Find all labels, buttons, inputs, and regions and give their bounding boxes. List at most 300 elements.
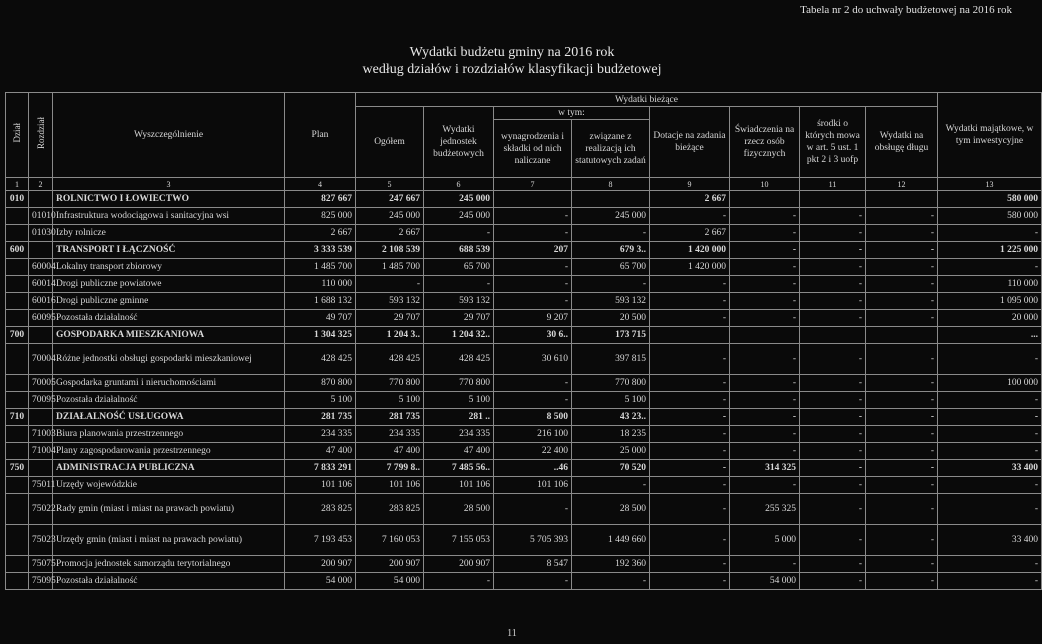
cell-amount: 101 106 [356,477,424,494]
cell-description: Rady gmin (miast i miast na prawach powiatu) [53,494,285,525]
cell-rozdzial: 70005 [29,375,53,392]
cell-amount: - [866,392,938,409]
cell-amount: 7 160 053 [356,525,424,556]
cell-amount [866,191,938,208]
cell-amount: - [938,409,1042,426]
cell-description: Gospodarka gruntami i nieruchomościami [53,375,285,392]
cell-amount: 47 400 [285,443,356,460]
cell-amount: - [800,293,866,310]
cell-amount: 1 204 32.. [424,327,494,344]
cell-amount: 3 333 539 [285,242,356,259]
cell-dzial: 010 [6,191,29,208]
cell-amount: - [800,344,866,375]
header-ogolem: Ogółem [356,107,424,178]
cell-amount: - [650,460,730,477]
cell-amount: 234 335 [424,426,494,443]
column-number: 9 [650,178,730,191]
table-row [6,259,1042,276]
cell-amount: - [650,293,730,310]
cell-amount: 47 400 [356,443,424,460]
cell-dzial [6,344,29,375]
column-number-row [6,178,1042,191]
cell-amount: - [866,375,938,392]
header-dzial: Dział [6,93,29,178]
column-number: 7 [494,178,572,191]
section-row [6,409,1042,426]
cell-description: Promocja jednostek samorządu terytorialnego [53,556,285,573]
cell-description: Drogi publiczne gminne [53,293,285,310]
column-number: 8 [572,178,650,191]
cell-amount: - [494,259,572,276]
cell-dzial: 600 [6,242,29,259]
cell-amount: - [866,525,938,556]
cell-amount: - [938,426,1042,443]
cell-description: Różne jednostki obsługi gospodarki mieszkaniowej [53,344,285,375]
cell-amount: - [650,409,730,426]
cell-amount: - [800,556,866,573]
cell-amount: - [730,293,800,310]
table-row [6,310,1042,327]
cell-rozdzial: 60095 [29,310,53,327]
cell-amount: 1 204 3.. [356,327,424,344]
cell-amount: - [494,293,572,310]
cell-rozdzial: 70004 [29,344,53,375]
cell-amount: - [494,573,572,590]
column-number: 13 [938,178,1042,191]
cell-amount: - [572,573,650,590]
cell-amount: 281 .. [424,409,494,426]
cell-rozdzial: 75022 [29,494,53,525]
cell-amount: - [650,525,730,556]
cell-amount: - [650,494,730,525]
cell-amount: 1 420 000 [650,259,730,276]
cell-amount [730,327,800,344]
cell-amount: 397 815 [572,344,650,375]
cell-amount: 49 707 [285,310,356,327]
cell-amount: 2 667 [650,191,730,208]
cell-amount: 29 707 [356,310,424,327]
cell-amount: 1 095 000 [938,293,1042,310]
cell-amount: - [938,225,1042,242]
cell-description: Pozostała działalność [53,573,285,590]
cell-amount: 245 000 [356,208,424,225]
cell-amount: - [494,494,572,525]
cell-amount: 43 23.. [572,409,650,426]
cell-dzial: 700 [6,327,29,344]
cell-description: ADMINISTRACJA PUBLICZNA [53,460,285,477]
cell-amount: - [730,276,800,293]
cell-rozdzial: 70095 [29,392,53,409]
cell-amount: - [730,344,800,375]
cell-amount: - [494,225,572,242]
cell-dzial [6,477,29,494]
cell-amount: - [938,259,1042,276]
cell-amount: - [650,477,730,494]
cell-description: DZIAŁALNOŚĆ USŁUGOWA [53,409,285,426]
cell-amount: - [730,225,800,242]
cell-description: GOSPODARKA MIESZKANIOWA [53,327,285,344]
table-row [6,392,1042,409]
cell-description: Drogi publiczne powiatowe [53,276,285,293]
table-row [6,556,1042,573]
table-row [6,573,1042,590]
cell-amount: - [800,310,866,327]
header-wynagrodzenia: wynagrodzenia i składki od nich naliczane [494,120,572,178]
cell-description: Biura planowania przestrzennego [53,426,285,443]
cell-amount: 827 667 [285,191,356,208]
cell-amount: 33 400 [938,460,1042,477]
cell-amount: - [800,494,866,525]
cell-amount: 234 335 [285,426,356,443]
cell-amount: - [730,310,800,327]
cell-dzial [6,208,29,225]
cell-rozdzial: 60014 [29,276,53,293]
cell-amount: 688 539 [424,242,494,259]
cell-amount: - [424,276,494,293]
cell-amount: 2 108 539 [356,242,424,259]
cell-amount: 54 000 [730,573,800,590]
cell-amount: 65 700 [572,259,650,276]
cell-amount: - [938,573,1042,590]
cell-amount: - [866,242,938,259]
cell-amount: - [730,259,800,276]
cell-amount: 1 420 000 [650,242,730,259]
cell-amount: - [494,375,572,392]
table-row [6,443,1042,460]
table-row [6,426,1042,443]
cell-amount: - [650,443,730,460]
cell-amount [572,191,650,208]
cell-amount: - [866,426,938,443]
cell-amount: - [800,426,866,443]
cell-amount: - [730,556,800,573]
cell-dzial [6,556,29,573]
cell-amount: 2 667 [650,225,730,242]
cell-amount: - [650,556,730,573]
cell-amount: - [572,225,650,242]
cell-amount: - [866,556,938,573]
cell-amount: - [866,208,938,225]
cell-amount: 101 106 [424,477,494,494]
cell-amount: 192 360 [572,556,650,573]
cell-amount: 1 688 132 [285,293,356,310]
cell-amount: 216 100 [494,426,572,443]
cell-dzial: 710 [6,409,29,426]
cell-amount: 281 735 [285,409,356,426]
cell-amount: 28 500 [572,494,650,525]
cell-amount: - [650,208,730,225]
cell-amount: 173 715 [572,327,650,344]
table-row [6,375,1042,392]
cell-amount: 5 100 [285,392,356,409]
cell-dzial: 750 [6,460,29,477]
cell-amount: - [866,293,938,310]
cell-amount: - [650,310,730,327]
cell-amount: 1 304 325 [285,327,356,344]
cell-amount: 247 667 [356,191,424,208]
cell-amount [730,191,800,208]
cell-amount: - [572,276,650,293]
cell-amount: 770 800 [572,375,650,392]
cell-rozdzial: 71003 [29,426,53,443]
cell-amount: - [866,310,938,327]
cell-amount [494,191,572,208]
cell-amount: - [800,242,866,259]
title-line-1: Wydatki budżetu gminy na 2016 rok [409,45,615,60]
cell-amount: - [730,242,800,259]
cell-amount: - [494,276,572,293]
cell-amount: - [730,392,800,409]
cell-amount: - [424,573,494,590]
table-row [6,344,1042,375]
cell-amount: 234 335 [356,426,424,443]
cell-amount [866,327,938,344]
cell-description: Pozostała działalność [53,392,285,409]
column-number: 11 [800,178,866,191]
cell-amount: - [650,276,730,293]
cell-amount: - [800,477,866,494]
cell-amount: 1 449 660 [572,525,650,556]
cell-amount: 28 500 [424,494,494,525]
section-row [6,191,1042,208]
column-number: 2 [29,178,53,191]
cell-amount: 7 193 453 [285,525,356,556]
cell-amount: 29 707 [424,310,494,327]
cell-amount: - [650,426,730,443]
cell-description: TRANSPORT I ŁĄCZNOŚĆ [53,242,285,259]
cell-amount: 1 485 700 [285,259,356,276]
header-obsluga-dlugu: Wydatki na obsługę długu [866,107,938,178]
cell-amount: 9 207 [494,310,572,327]
cell-description: ROLNICTWO I ŁOWIECTWO [53,191,285,208]
cell-rozdzial: 60004 [29,259,53,276]
cell-amount: - [730,208,800,225]
cell-amount: - [572,477,650,494]
cell-description: Plany zagospodarowania przestrzennego [53,443,285,460]
column-number: 10 [730,178,800,191]
cell-rozdzial: 75023 [29,525,53,556]
cell-amount: - [866,344,938,375]
cell-amount: - [866,477,938,494]
cell-amount: 22 400 [494,443,572,460]
cell-rozdzial: 71004 [29,443,53,460]
cell-amount: - [866,276,938,293]
cell-amount: - [800,225,866,242]
cell-amount: - [800,443,866,460]
cell-amount: 7 155 053 [424,525,494,556]
cell-amount: - [800,276,866,293]
cell-amount: 30 610 [494,344,572,375]
section-row [6,460,1042,477]
cell-amount: 2 667 [285,225,356,242]
cell-dzial [6,375,29,392]
cell-amount: 770 800 [356,375,424,392]
cell-rozdzial [29,327,53,344]
table-row [6,477,1042,494]
cell-amount: - [730,375,800,392]
cell-amount: 593 132 [356,293,424,310]
cell-amount: 245 000 [424,208,494,225]
cell-amount: 25 000 [572,443,650,460]
cell-amount: 101 106 [494,477,572,494]
cell-amount: - [866,443,938,460]
cell-rozdzial: 60016 [29,293,53,310]
cell-amount: - [494,392,572,409]
column-number: 3 [53,178,285,191]
cell-amount: 30 6.. [494,327,572,344]
cell-dzial [6,573,29,590]
cell-amount: 428 425 [356,344,424,375]
cell-amount: 20 500 [572,310,650,327]
cell-amount: - [356,276,424,293]
header-wydatki-jednostek: Wydatki jednostek budżetowych [424,107,494,178]
cell-amount [800,191,866,208]
cell-amount: 7 799 8.. [356,460,424,477]
cell-amount: 110 000 [938,276,1042,293]
cell-amount: - [800,409,866,426]
cell-amount: - [938,494,1042,525]
cell-amount: - [424,225,494,242]
column-number: 12 [866,178,938,191]
table-row [6,525,1042,556]
cell-amount: - [730,443,800,460]
cell-dzial [6,293,29,310]
cell-amount: 5 100 [424,392,494,409]
cell-amount: 54 000 [285,573,356,590]
section-row [6,327,1042,344]
cell-amount: - [800,525,866,556]
section-row [6,242,1042,259]
cell-amount: 283 825 [356,494,424,525]
cell-amount: ... [938,327,1042,344]
cell-amount: 580 000 [938,208,1042,225]
cell-dzial [6,276,29,293]
cell-dzial [6,310,29,327]
cell-amount: - [800,259,866,276]
header-swiadczenia: Świadczenia na rzecz osób fizycznych [730,107,800,178]
cell-amount: 245 000 [424,191,494,208]
title-line-2: według działów i rozdziałów klasyfikacji budżetowej [362,62,662,77]
cell-amount: - [494,208,572,225]
cell-amount: 5 000 [730,525,800,556]
cell-rozdzial [29,191,53,208]
cell-amount: 770 800 [424,375,494,392]
cell-amount: 580 000 [938,191,1042,208]
cell-amount: - [866,494,938,525]
cell-amount: - [730,409,800,426]
cell-amount: - [866,573,938,590]
cell-amount: 428 425 [285,344,356,375]
cell-amount: - [650,375,730,392]
expenditure-table [5,92,1042,590]
cell-dzial [6,426,29,443]
cell-amount: - [866,460,938,477]
header-majatkowe: Wydatki majątkowe, w tym inwestycyjne [938,93,1042,178]
table-row [6,293,1042,310]
cell-dzial [6,259,29,276]
cell-dzial [6,225,29,242]
cell-amount: 8 500 [494,409,572,426]
attachment-note: Tabela nr 2 do uchwały budżetowej na 2016 rok [800,4,1012,16]
cell-amount: 18 235 [572,426,650,443]
cell-amount: 70 520 [572,460,650,477]
cell-amount: 314 325 [730,460,800,477]
cell-amount: 428 425 [424,344,494,375]
cell-amount: 200 907 [424,556,494,573]
cell-rozdzial: 75075 [29,556,53,573]
cell-amount: 5 100 [356,392,424,409]
header-plan: Plan [285,93,356,178]
cell-amount: 5 705 393 [494,525,572,556]
cell-amount: 281 735 [356,409,424,426]
cell-amount: 20 000 [938,310,1042,327]
column-number: 6 [424,178,494,191]
cell-amount: - [730,477,800,494]
header-wydatki-biezace: Wydatki bieżące [356,93,938,107]
cell-rozdzial: 75095 [29,573,53,590]
cell-amount [650,327,730,344]
cell-amount: 110 000 [285,276,356,293]
header-wyszczegolnienie: Wyszczególnienie [53,93,285,178]
header-w-tym: w tym: [494,107,650,120]
table-row [6,225,1042,242]
cell-amount: - [800,573,866,590]
table-row [6,208,1042,225]
cell-amount: - [866,259,938,276]
cell-rozdzial [29,242,53,259]
cell-amount: 47 400 [424,443,494,460]
cell-description: Pozostała działalność [53,310,285,327]
cell-amount: 1 485 700 [356,259,424,276]
page-number: 11 [507,628,517,639]
cell-amount: 200 907 [356,556,424,573]
cell-amount: - [938,344,1042,375]
cell-amount [800,327,866,344]
cell-amount: - [938,477,1042,494]
cell-rozdzial: 01030 [29,225,53,242]
cell-amount: - [938,392,1042,409]
cell-amount: - [938,556,1042,573]
cell-amount: 8 547 [494,556,572,573]
cell-amount: - [866,409,938,426]
cell-amount: - [866,225,938,242]
cell-dzial [6,443,29,460]
cell-dzial [6,494,29,525]
cell-amount: - [800,208,866,225]
cell-amount: 200 907 [285,556,356,573]
cell-description: Izby rolnicze [53,225,285,242]
header-srodki: środki o których mowa w art. 5 ust. 1 pkt 2 i 3 uofp [800,107,866,178]
table-row [6,276,1042,293]
cell-amount: 5 100 [572,392,650,409]
cell-amount: - [730,426,800,443]
cell-amount: 101 106 [285,477,356,494]
header-rozdzial: Rozdział [29,93,53,178]
cell-description: Urzędy gmin (miast i miast na prawach powiatu) [53,525,285,556]
cell-amount: ..46 [494,460,572,477]
cell-amount: 100 000 [938,375,1042,392]
cell-amount: 54 000 [356,573,424,590]
cell-amount: 825 000 [285,208,356,225]
column-number: 5 [356,178,424,191]
column-number: 1 [6,178,29,191]
cell-rozdzial: 75011 [29,477,53,494]
header-dotacje: Dotacje na zadania bieżące [650,107,730,178]
column-number: 4 [285,178,356,191]
cell-amount: 7 485 56.. [424,460,494,477]
cell-amount: - [800,392,866,409]
cell-rozdzial: 01010 [29,208,53,225]
